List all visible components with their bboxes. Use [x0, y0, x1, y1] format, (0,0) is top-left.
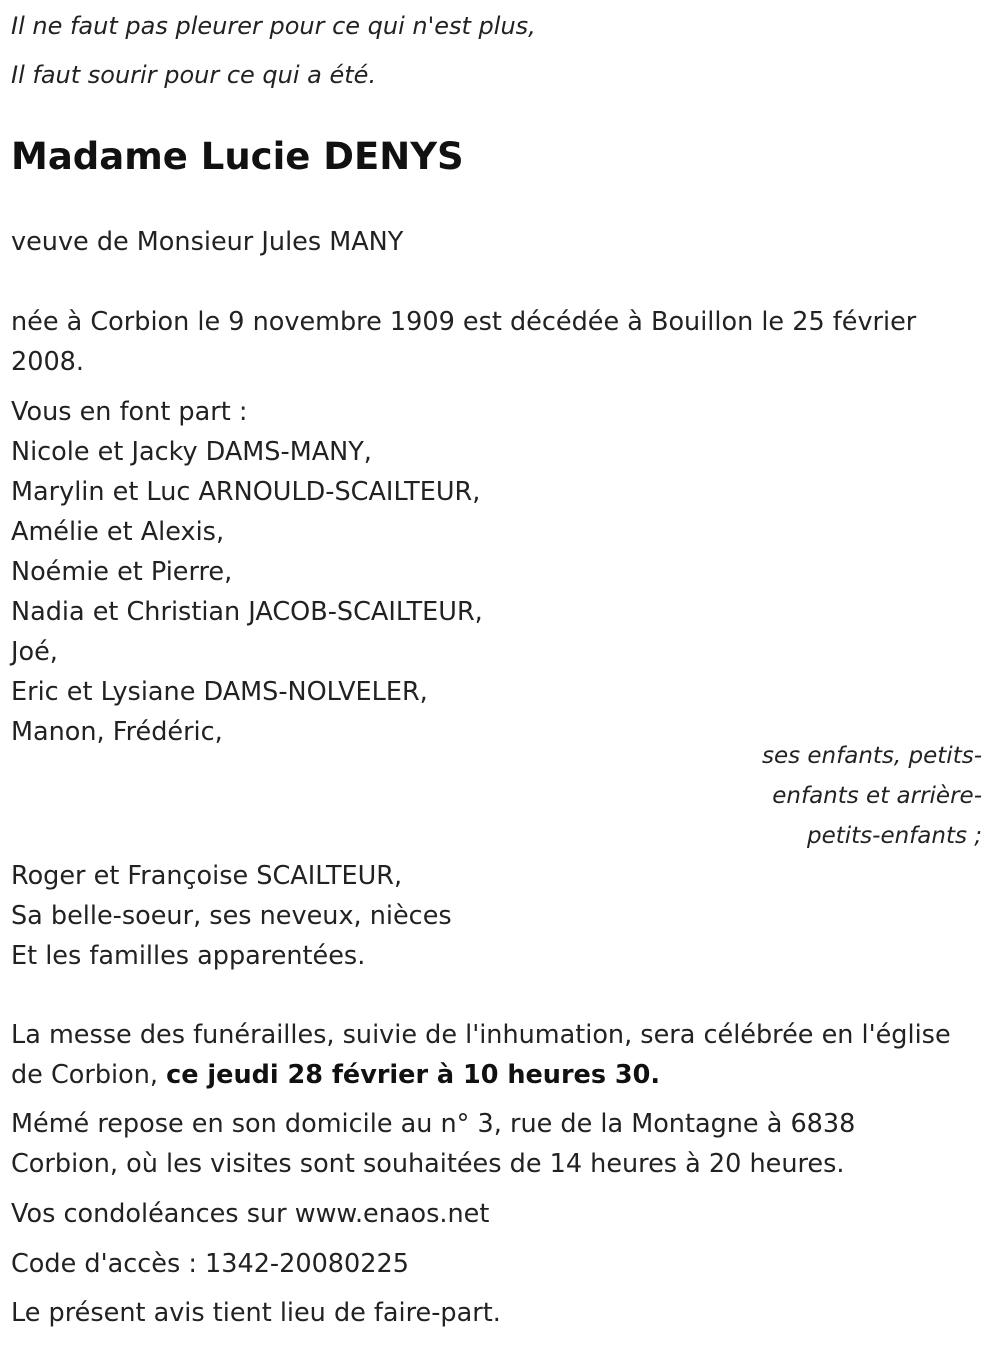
funeral-line-2-prefix: de Corbion,	[11, 1060, 167, 1090]
access-code-text: Code d'accès : 1342-20080225	[11, 1249, 409, 1279]
relative-line: Roger et Françoise SCAILTEUR,	[11, 861, 403, 891]
birth-death-text	[11, 302, 991, 382]
rest-text	[11, 1104, 991, 1184]
funeral-datetime: ce jeudi 28 février à 10 heures 30.	[166, 1060, 661, 1090]
rest-line-1: Mémé repose en son domicile au n° 3, rue de la Montagne à 6838	[11, 1109, 856, 1139]
announcers-intro: Vous en font part :	[11, 397, 248, 427]
relation-line-2: enfants et arrière-	[772, 783, 982, 809]
quote-line-1: Il ne faut pas pleurer pour ce qui n'est plus,	[11, 12, 536, 40]
announcer-name: Nadia et Christian JACOB-SCAILTEUR,	[11, 597, 483, 627]
relation-line-1: ses enfants, petits-	[761, 743, 982, 769]
relation-note	[732, 736, 982, 856]
relation-line-3: petits-enfants ;	[806, 823, 982, 849]
widow-of-text: veuve de Monsieur Jules MANY	[11, 227, 404, 257]
quote-line-2: Il faut sourir pour ce qui a été.	[11, 61, 377, 89]
relative-line: Et les familles apparentées.	[11, 941, 366, 971]
announcer-name: Amélie et Alexis,	[11, 517, 225, 547]
funeral-line-2	[11, 1055, 991, 1095]
condolences-text: Vos condoléances sur www.enaos.net	[11, 1199, 490, 1229]
rest-line-2: Corbion, où les visites sont souhaitées de 14 heures à 20 heures.	[11, 1149, 845, 1179]
other-relatives	[11, 856, 991, 976]
announcer-name: Nicole et Jacky DAMS-MANY,	[11, 437, 372, 467]
relative-line: Sa belle-soeur, ses neveux, nièces	[11, 901, 452, 931]
announcer-name: Joé,	[11, 637, 58, 667]
announcer-name: Noémie et Pierre,	[11, 557, 233, 587]
announcer-name: Manon, Frédéric,	[11, 717, 223, 747]
closing-text: Le présent avis tient lieu de faire-part.	[11, 1298, 501, 1328]
birth-death-line-1: née à Corbion le 9 novembre 1909 est décédée à Bouillon le 25 février	[11, 307, 917, 337]
birth-death-line-2: 2008.	[11, 347, 85, 377]
funeral-line-1: La messe des funérailles, suivie de l'inhumation, sera célébrée en l'église	[11, 1020, 951, 1050]
announcer-name: Eric et Lysiane DAMS-NOLVELER,	[11, 677, 428, 707]
deceased-name-title: Madame Lucie DENYS	[11, 135, 464, 178]
announcers-list	[11, 392, 991, 752]
announcer-name: Marylin et Luc ARNOULD-SCAILTEUR,	[11, 477, 481, 507]
funeral-text	[11, 1015, 991, 1095]
